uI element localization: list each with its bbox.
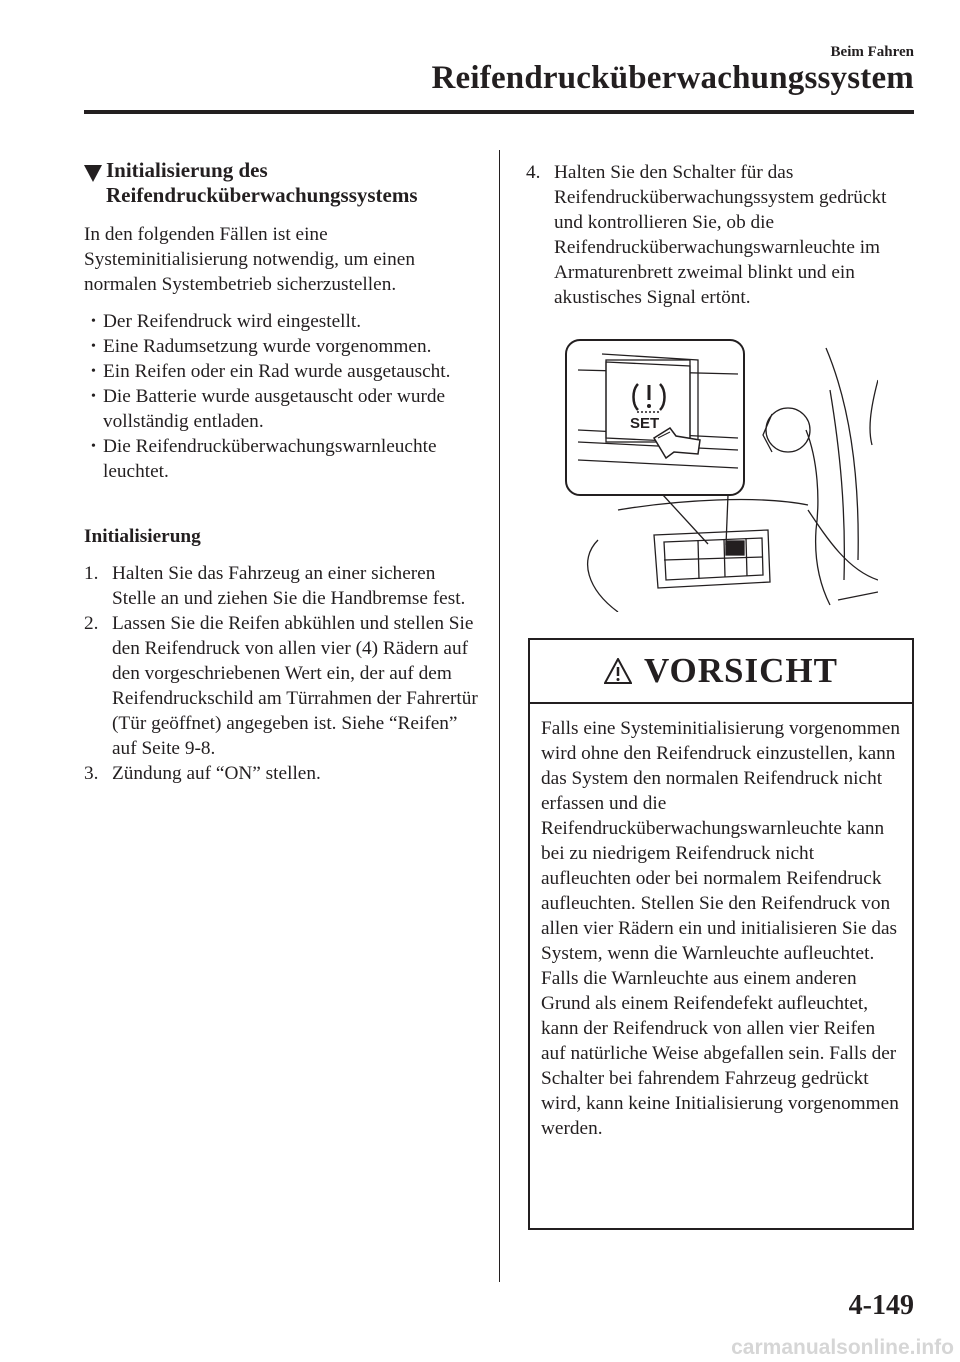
- list-item: • Der Reifendruck wird eingestellt.: [84, 309, 484, 334]
- steps-list: [84, 561, 484, 786]
- column-divider: [499, 150, 500, 1282]
- steps-list-continued: [526, 160, 918, 310]
- header-rule: [84, 110, 914, 114]
- header-section-label: Beim Fahren: [830, 44, 914, 60]
- left-column: [84, 158, 484, 786]
- intro-paragraph: In den folgenden Fällen ist eine Systeminitialisierung notwendig, um einen normalen Systembetrieb sicherzustellen.: [84, 224, 415, 295]
- section-heading-line1: Initialisierung des: [106, 158, 268, 182]
- set-button-label: SET: [630, 415, 660, 432]
- list-item: • Eine Radumsetzung wurde vorgenommen.: [84, 334, 484, 359]
- list-item: • Die Batterie wurde ausgetauscht oder wurde vollständig entladen.: [84, 384, 484, 434]
- page-number: 4-149: [848, 1290, 914, 1321]
- section-heading: [84, 158, 484, 208]
- condition-list: [84, 309, 484, 484]
- list-item: • Die Reifendrucküberwachungswarnleuchte leuchtet.: [84, 434, 484, 484]
- caution-header: [530, 640, 912, 704]
- list-item: • Ein Reifen oder ein Rad wurde ausgetauscht.: [84, 359, 484, 384]
- watermark-text: carmanualsonline.info: [731, 1336, 954, 1359]
- section-heading-line2: Reifendrucküberwachungssystems: [106, 183, 418, 207]
- step-item: 4. Halten Sie den Schalter für das Reifendrucküberwachungssystem gedrückt und kontrollieren Sie, ob die Reifendrucküberwachungswarnleuchte im Armaturenbrett zweimal blinkt und ein akustisches Signal ertönt.: [526, 162, 887, 308]
- step-item: 3. Zündung auf “ON” stellen.: [84, 763, 321, 784]
- right-column: [526, 160, 918, 310]
- warning-triangle-icon: [604, 658, 632, 684]
- step-item: 1. Halten Sie das Fahrzeug an einer sicheren Stelle an und ziehen Sie die Handbremse fest.: [84, 563, 466, 609]
- step-item: 2. Lassen Sie die Reifen abkühlen und stellen Sie den Reifendruck von allen vier (4) Rädern auf den vorgeschriebenen Wert ein, der auf dem Reifendruckschild am Türrahmen der Fahrertür (Tür geöffnet) angegeben ist. Siehe “Reifen” auf Seite 9-8.: [84, 613, 478, 759]
- section-triangle-icon: [84, 158, 106, 208]
- caution-box: [528, 638, 914, 1230]
- caution-title: VORSICHT: [643, 651, 838, 690]
- page-title: Reifendrucküberwachungssystem: [431, 60, 914, 96]
- tpms-switch-illustration: [558, 330, 878, 612]
- subheading: Initialisierung: [84, 526, 201, 547]
- caution-text: Falls eine Systeminitialisierung vorgenommen wird ohne den Reifendruck einzustellen, kann das System den normalen Reifendruck nicht erfassen und die Reifendrucküberwachungswarnleuchte kann bei zu niedrigem Reifendruck nicht aufleuchten oder bei normalem Reifendruck aufleuchten. Stellen Sie den Reifendruck von allen vier Rädern ein und initialisieren Sie das System, wenn die Warnleuchte aufleuchtet. Falls die Warnleuchte aus einem anderen Grund als einem Reifendefekt aufleuchtet, kann der Reifendruck von allen vier Reifen auf natürliche Weise abgefallen sein. Falls der Schalter bei fahrendem Fahrzeug gedrückt wird, kann keine Initialisierung vorgenommen werden.: [541, 718, 900, 1139]
